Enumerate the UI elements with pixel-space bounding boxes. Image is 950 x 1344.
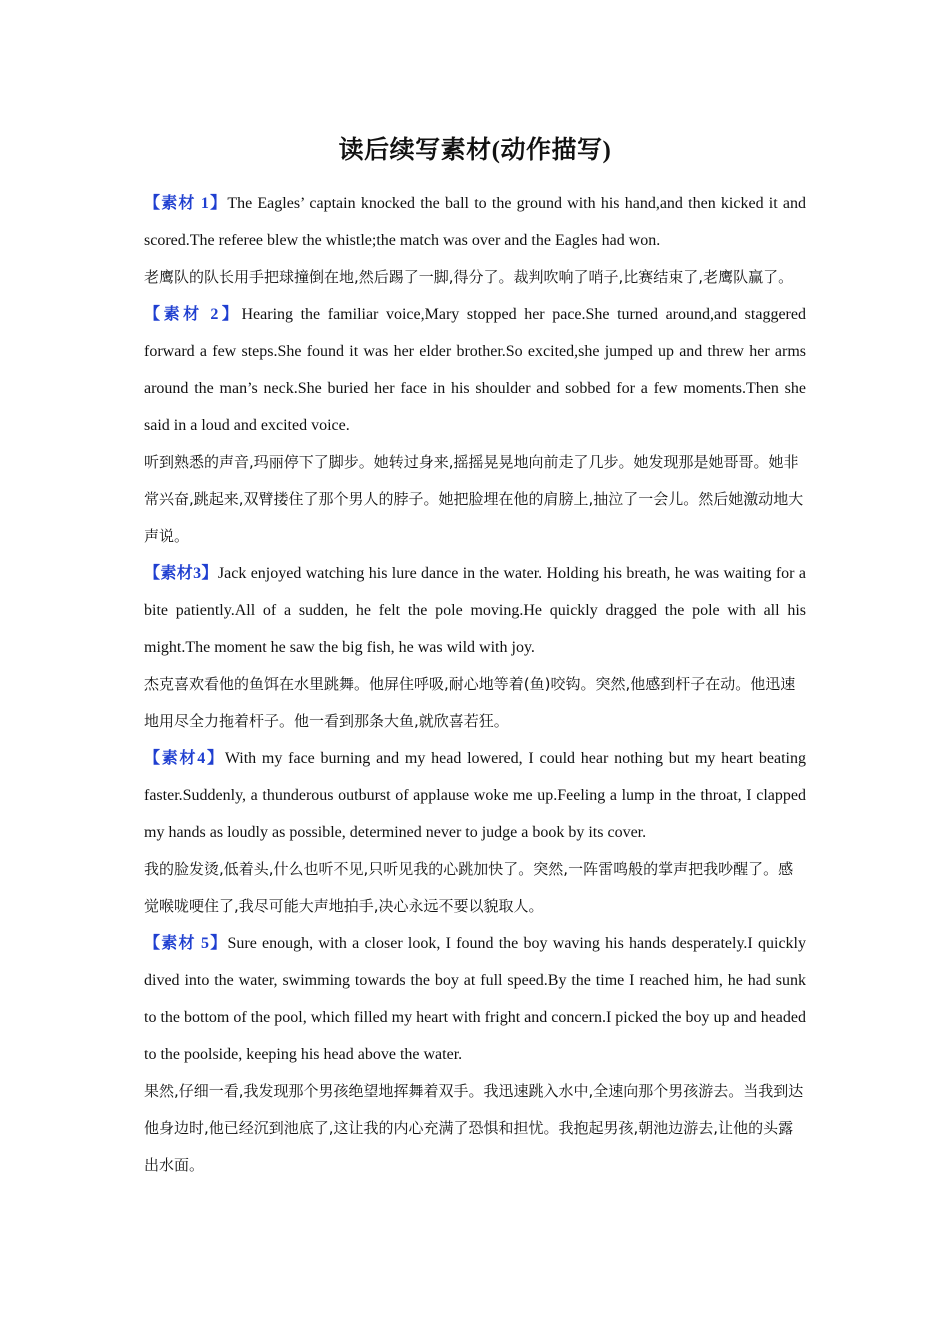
material-2-chinese: 听到熟悉的声音,玛丽停下了脚步。她转过身来,摇摇晃晃地向前走了几步。她发现那是她哥哥。她非常兴奋,跳起来,双臂搂住了那个男人的脖子。她把脸埋在他的肩膀上,抽泣了一会儿。然后她激动地大声说。 <box>144 453 804 545</box>
material-1-english <box>144 185 806 259</box>
material-4-label: 【素材4】 <box>144 750 225 767</box>
material-4-chinese: 我的脸发烫,低着头,什么也听不见,只听见我的心跳加快了。突然,一阵雷鸣般的掌声把我吵醒了。感觉喉咙哽住了,我尽可能大声地拍手,决心永远不要以貌取人。 <box>144 860 794 915</box>
material-5-label: 【素材 5】 <box>144 935 228 952</box>
material-1-chinese: 老鹰队的队长用手把球撞倒在地,然后踢了一脚,得分了。裁判吹响了哨子,比赛结束了,老鹰队赢了。 <box>144 268 794 286</box>
material-1-label: 【素材 1】 <box>144 195 228 212</box>
material-4-english-text: With my face burning and my head lowered, I could hear nothing but my heart beating faster.Suddenly, a thunderous outburst of applause woke me up.Feeling a lump in the throat, I clapped my hands as loudly as possible, determined never to judge a book by its cover. <box>144 750 806 841</box>
material-5-chinese: 果然,仔细一看,我发现那个男孩绝望地挥舞着双手。我迅速跳入水中,全速向那个男孩游去。当我到达他身边时,他已经沉到池底了,这让我的内心充满了恐惧和担忧。我抱起男孩,朝池边游去,让他的头露出水面。 <box>144 1082 804 1174</box>
material-2-label: 【素材 2】 <box>144 306 242 323</box>
material-4-english <box>144 740 806 851</box>
document-body <box>144 185 806 1184</box>
material-3-english <box>144 555 806 666</box>
material-3-label: 【素材3】 <box>144 565 218 582</box>
material-2-english <box>144 296 806 444</box>
material-5-english <box>144 925 806 1073</box>
material-2-english-text: Hearing the familiar voice,Mary stopped her pace.She turned around,and staggered forward a few steps.She found it was her elder brother.So excited,she jumped up and threw her arms around the man’s neck.She buried her face in his shoulder and sobbed for a few moments.Then she said in a loud and excited voice. <box>144 306 806 434</box>
material-3-english-text: Jack enjoyed watching his lure dance in the water. Holding his breath, he was waiting for a bite patiently.All of a sudden, he felt the pole moving.He quickly dragged the pole with all his might.The moment he saw the big fish, he was wild with joy. <box>144 565 806 656</box>
material-5-english-text: Sure enough, with a closer look, I found the boy waving his hands desperately.I quickly dived into the water, swimming towards the boy at full speed.By the time I reached him, he had sunk to the bottom of the pool, which filled my heart with fright and concern.I picked the boy up and headed to the poolside, keeping his head above the water. <box>144 935 806 1063</box>
document-title: 读后续写素材(动作描写) <box>338 137 612 164</box>
material-3-chinese: 杰克喜欢看他的鱼饵在水里跳舞。他屏住呼吸,耐心地等着(鱼)咬钩。突然,他感到杆子在动。他迅速地用尽全力拖着杆子。他一看到那条大鱼,就欣喜若狂。 <box>144 675 796 730</box>
material-1-english-text: The Eagles’ captain knocked the ball to the ground with his hand,and then kicked it and scored.The referee blew the whistle;the match was over and the Eagles had won. <box>144 195 806 249</box>
